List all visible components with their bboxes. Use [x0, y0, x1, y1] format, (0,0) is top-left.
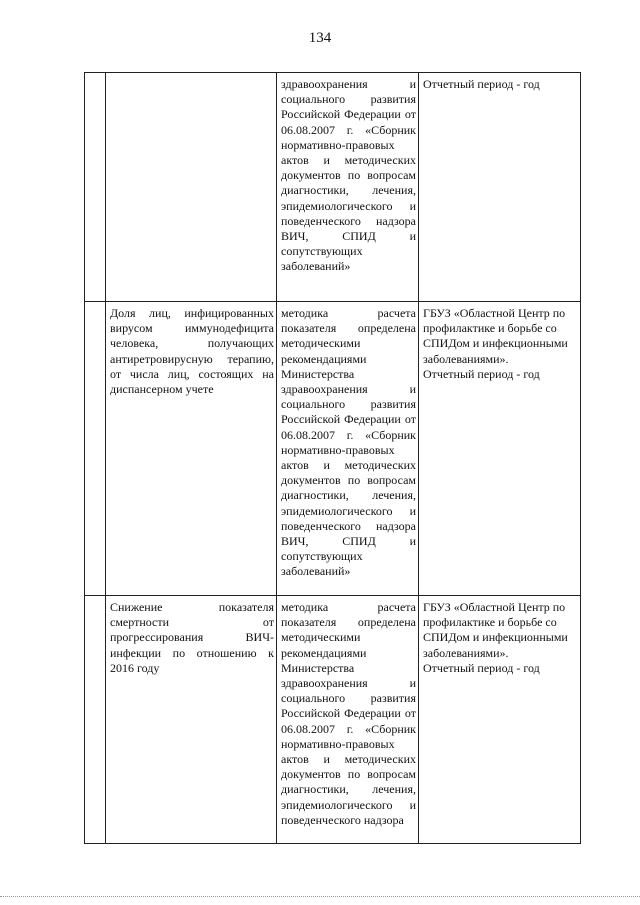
scan-edge-divider — [0, 896, 640, 897]
reporting-period: Отчетный период - год — [423, 77, 540, 91]
table-cell-indicator: Снижение показателя смертности от прогрессирования ВИЧ-инфекции по отношению к 2016 году — [106, 596, 277, 844]
table-row — [85, 596, 581, 844]
table-cell-number — [85, 596, 106, 844]
table-cell-number — [85, 302, 106, 596]
table-cell-methodology: методика расчета показателя определена методическими рекомендациями Министерства здравоохранения и социального развития Российской Федерации от 06.08.2007 г. «Сборник нормативно-правовых актов и методических документов по вопросам диагностики, лечения, эпидемиологического и поведенческого надзора ВИЧ, СПИД и сопутствующих заболеваний» — [277, 302, 419, 596]
responsible-text: ГБУЗ «Областной Центр по профилактике и борьбе со СПИДом и инфекционными заболеваниями». — [423, 306, 568, 366]
table-row — [85, 73, 581, 302]
table-cell-indicator — [106, 73, 277, 302]
reporting-period: Отчетный период - год — [423, 366, 540, 381]
table-cell-methodology: здравоохранения и социального развития Российской Федерации от 06.08.2007 г. «Сборник нормативно-правовых актов и методических документов по вопросам диагностики, лечения, эпидемиологического и поведенческого надзора ВИЧ, СПИД и сопутствующих заболеваний» — [277, 73, 419, 302]
indicators-table — [84, 72, 581, 844]
responsible-text: ГБУЗ «Областной Центр по профилактике и борьбе со СПИДом и инфекционными заболеваниями». — [423, 600, 568, 660]
table-cell-number — [85, 73, 106, 302]
table-cell-responsible — [419, 302, 581, 596]
page-number: 134 — [308, 30, 332, 46]
reporting-period: Отчетный период - год — [423, 660, 540, 675]
table-cell-responsible — [419, 73, 581, 302]
table-cell-indicator: Доля лиц, инфицированных вирусом иммунодефицита человека, получающих антиретровирусную терапию, от числа лиц, состоящих на диспансерном учете — [106, 302, 277, 596]
table-row — [85, 302, 581, 596]
table-cell-responsible — [419, 596, 581, 844]
table-cell-methodology: методика расчета показателя определена методическими рекомендациями Министерства здравоохранения и социального развития Российской Федерации от 06.08.2007 г. «Сборник нормативно-правовых актов и методических документов по вопросам диагностики, лечения, эпидемиологического и поведенческого надзора — [277, 596, 419, 844]
